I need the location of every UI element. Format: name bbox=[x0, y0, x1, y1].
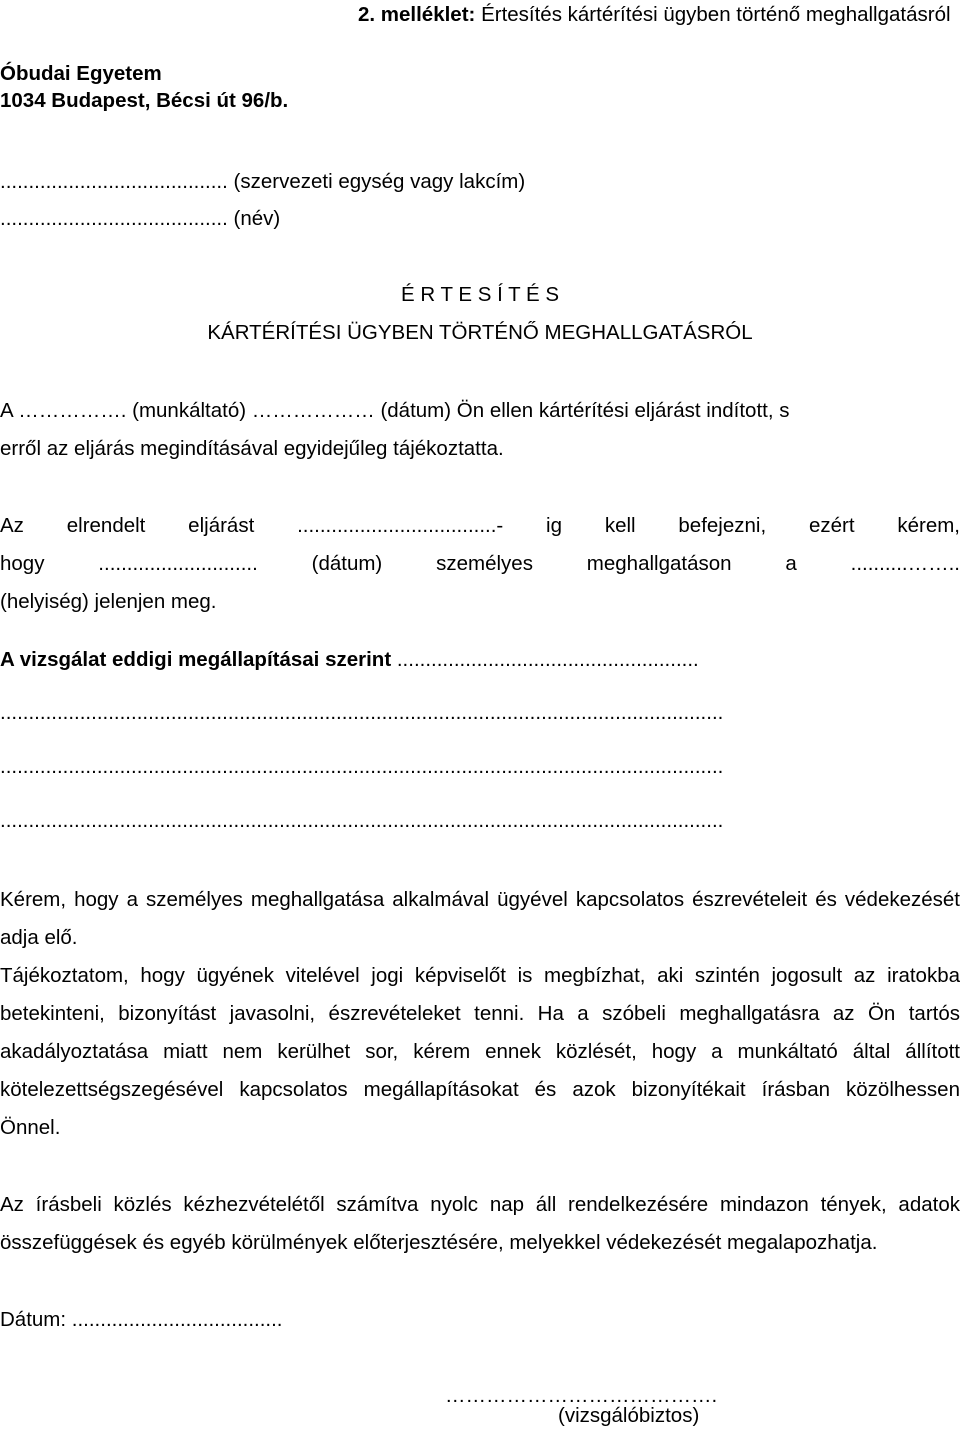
paragraph-4-line-1: Tájékoztatom, hogy ügyének vitelével jogi képviselőt is megbízhat, aki szintén jogosult az iratokba bbox=[0, 964, 960, 987]
paragraph-2-line-3: (helyiség) jelenjen meg. bbox=[0, 590, 217, 613]
annex-header bbox=[358, 0, 960, 34]
findings-line bbox=[0, 641, 960, 679]
document-title: É R T E S Í T É S bbox=[401, 283, 559, 306]
findings-dots-line-1: ............................................................................................................................... bbox=[0, 701, 724, 724]
annex-label: 2. melléklet: bbox=[358, 3, 476, 26]
paragraph-3-line-2: adja elő. bbox=[0, 926, 78, 949]
recipient-name-line: ........................................ (név) bbox=[0, 207, 281, 230]
paragraph-4-line-2: betekinteni, bizonyítást javasolni, észrevételeket tenni. Ha a szóbeli meghallgatásra az Ön tartós bbox=[0, 1002, 960, 1025]
paragraph-2-line-1: Az elrendelt eljárást ...................................- ig kell befejezni, ezért kérem, bbox=[0, 514, 960, 537]
findings-label: A vizsgálat eddigi megállapításai szerint bbox=[0, 648, 392, 671]
paragraph-2-line-2: hogy ............................ (dátum) személyes meghallgatáson a ..........…….. bbox=[0, 552, 960, 575]
document-subtitle: KÁRTÉRÍTÉSI ÜGYBEN TÖRTÉNŐ MEGHALLGATÁSRÓL bbox=[207, 321, 753, 344]
signature-label: (vizsgálóbiztos) bbox=[558, 1404, 700, 1427]
findings-dots-line-3: ............................................................................................................................... bbox=[0, 809, 724, 832]
organization-address: 1034 Budapest, Bécsi út 96/b. bbox=[0, 89, 289, 112]
paragraph-1-line-1: A ……………. (munkáltató) ……………… (dátum) Ön ellen kártérítési eljárást indított, s bbox=[0, 399, 790, 422]
paragraph-3-line-1: Kérem, hogy a személyes meghallgatása alkalmával ügyével kapcsolatos észrevételeit és védekezését bbox=[0, 888, 960, 911]
signature-line: …………………………………. bbox=[445, 1384, 718, 1407]
organization-name: Óbudai Egyetem bbox=[0, 62, 162, 85]
paragraph-5-line-1: Az írásbeli közlés kézhezvételétől számítva nyolc nap áll rendelkezésére mindazon tények, adatok bbox=[0, 1193, 960, 1216]
paragraph-5-line-2: összefüggések és egyéb körülmények előterjesztésére, melyekkel védekezését megalapozhatja. bbox=[0, 1231, 878, 1254]
findings-dots-line-2: ............................................................................................................................... bbox=[0, 755, 724, 778]
paragraph-1-line-2: erről az eljárás megindításával egyidejűleg tájékoztatta. bbox=[0, 437, 504, 460]
annex-title: Értesítés kártérítési ügyben történő meghallgatásról bbox=[475, 3, 951, 26]
date-field: Dátum: ..................................... bbox=[0, 1308, 283, 1331]
paragraph-4-line-4: kötelezettségszegésével kapcsolatos megállapításokat és azok bizonyítékait írásban közölhessen bbox=[0, 1078, 960, 1101]
paragraph-4-line-5: Önnel. bbox=[0, 1116, 61, 1139]
recipient-unit-line: ........................................ (szervezeti egység vagy lakcím) bbox=[0, 170, 526, 193]
findings-dots: ..................................................... bbox=[396, 648, 699, 671]
paragraph-4-line-3: akadályoztatása miatt nem kerülhet sor, kérem ennek közlését, hogy a munkáltató által állított bbox=[0, 1040, 960, 1063]
